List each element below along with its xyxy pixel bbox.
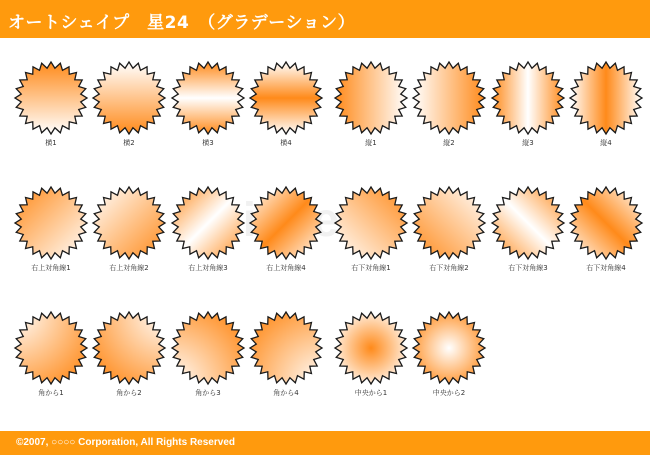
star-24-shape (248, 185, 324, 261)
shape-caption: 角から4 (273, 389, 299, 397)
star-24-shape (490, 60, 566, 136)
shape-caption: 右上対角線3 (188, 264, 228, 272)
star-24-shape (411, 310, 487, 386)
star-shape-item (91, 185, 167, 281)
star-24-shape (248, 310, 324, 386)
star-24-shape (333, 310, 409, 386)
shape-caption: 中央から2 (432, 389, 466, 397)
star-shape-item (490, 185, 566, 281)
star-shape-item (248, 60, 324, 156)
star-24-shape (13, 185, 89, 261)
star-outline (15, 187, 87, 259)
shape-caption: 右上対角線4 (266, 264, 306, 272)
shape-caption: 縦3 (522, 139, 534, 147)
star-24-shape (170, 310, 246, 386)
star-outline (15, 62, 87, 134)
star-24-shape (91, 60, 167, 136)
star-outline (570, 187, 642, 259)
star-outline (335, 312, 407, 384)
star-shape-item (333, 185, 409, 281)
star-shape-item (91, 310, 167, 406)
star-outline (172, 187, 244, 259)
header-bar (0, 0, 650, 38)
star-shape-item (170, 310, 246, 406)
star-24-shape (91, 310, 167, 386)
shape-caption: 横3 (202, 139, 214, 147)
star-outline (250, 312, 322, 384)
star-shape-item (170, 185, 246, 281)
star-24-shape (248, 60, 324, 136)
star-24-shape (13, 60, 89, 136)
star-outline (492, 187, 564, 259)
shape-caption: 右下対角線2 (429, 264, 469, 272)
star-shape-item (13, 60, 89, 156)
star-shape-item (333, 310, 409, 406)
shape-caption: 右下対角線3 (508, 264, 548, 272)
shape-caption: 右上対角線1 (31, 264, 71, 272)
shape-caption: 右下対角線1 (351, 264, 391, 272)
star-shape-item (490, 60, 566, 156)
shape-caption: 角から1 (38, 389, 64, 397)
shape-caption: 右上対角線2 (109, 264, 149, 272)
star-24-shape (411, 185, 487, 261)
star-outline (93, 187, 165, 259)
shape-caption: 中央から1 (354, 389, 388, 397)
star-outline (413, 62, 485, 134)
star-outline (172, 312, 244, 384)
star-24-shape (91, 185, 167, 261)
shape-caption: 横1 (45, 139, 57, 147)
star-shape-item (248, 185, 324, 281)
shape-caption: 縦1 (365, 139, 377, 147)
page-title: オートシェイプ 星24 （グラデーション） (8, 13, 356, 33)
star-outline (335, 187, 407, 259)
star-outline (250, 62, 322, 134)
star-24-shape (170, 60, 246, 136)
shape-caption: 横2 (123, 139, 135, 147)
shape-caption: 縦2 (443, 139, 455, 147)
star-outline (93, 62, 165, 134)
star-outline (413, 187, 485, 259)
star-shape-item (568, 185, 644, 281)
shape-caption: 角から3 (195, 389, 221, 397)
star-24-shape (568, 185, 644, 261)
shape-caption: 角から2 (116, 389, 142, 397)
star-shape-item (13, 310, 89, 406)
star-shape-item (568, 60, 644, 156)
star-shape-item (411, 185, 487, 281)
star-24-shape (411, 60, 487, 136)
copyright-text: ©2007, ○○○○ Corporation, All Rights Reserved (16, 437, 235, 448)
star-shape-item (411, 310, 487, 406)
shape-caption: 右下対角線4 (586, 264, 626, 272)
shape-caption: 横4 (280, 139, 292, 147)
star-shape-item (13, 185, 89, 281)
star-24-shape (333, 60, 409, 136)
footer-bar (0, 431, 650, 455)
star-shape-item (91, 60, 167, 156)
star-outline (250, 187, 322, 259)
star-24-shape (170, 185, 246, 261)
star-outline (492, 62, 564, 134)
shape-caption: 縦4 (600, 139, 612, 147)
star-24-shape (13, 310, 89, 386)
star-shape-item (411, 60, 487, 156)
star-24-shape (333, 185, 409, 261)
star-24-shape (490, 185, 566, 261)
star-shape-item (248, 310, 324, 406)
star-outline (172, 62, 244, 134)
star-shape-item (333, 60, 409, 156)
star-outline (93, 312, 165, 384)
star-outline (15, 312, 87, 384)
star-24-shape (568, 60, 644, 136)
star-shape-item (170, 60, 246, 156)
star-outline (335, 62, 407, 134)
star-outline (570, 62, 642, 134)
star-outline (413, 312, 485, 384)
